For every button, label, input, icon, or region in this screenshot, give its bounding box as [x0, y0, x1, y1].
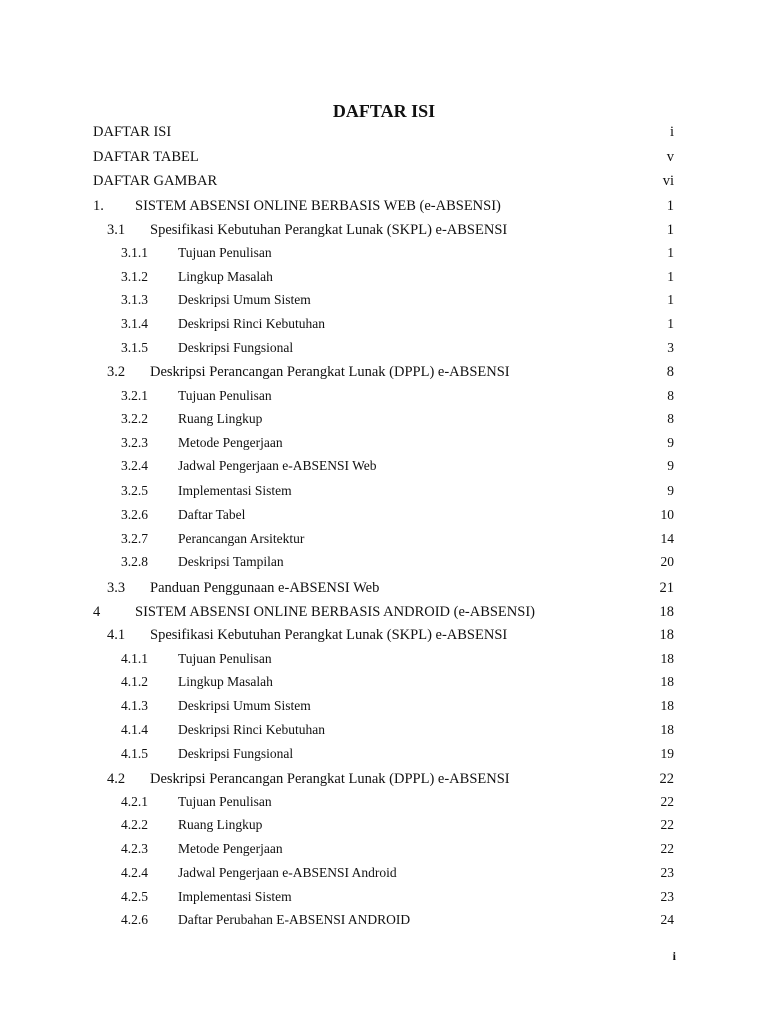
- toc-entry: [0, 649, 768, 669]
- toc-entry-label: Tujuan Penulisan: [178, 794, 272, 809]
- toc-entry-number: 3.1.3: [121, 292, 148, 307]
- toc-entry: [0, 839, 768, 859]
- toc-entry-label: Deskripsi Umum Sistem: [178, 698, 311, 713]
- toc-entry: [0, 243, 768, 263]
- toc-entry-label: Implementasi Sistem: [178, 483, 292, 498]
- toc-entry: [0, 433, 768, 453]
- toc-entry-number: 3.2.4: [121, 458, 148, 473]
- toc-entry-number: 4.1.3: [121, 698, 148, 713]
- toc-entry-label: Spesifikasi Kebutuhan Perangkat Lunak (SKPL) e-ABSENSI: [150, 627, 508, 643]
- toc-entry-label: Spesifikasi Kebutuhan Perangkat Lunak (SKPL) e-ABSENSI: [150, 222, 508, 238]
- toc-entry-label: Jadwal Pengerjaan e-ABSENSI Android: [178, 865, 397, 880]
- toc-entry-page: 1: [667, 292, 674, 307]
- toc-entry-label: SISTEM ABSENSI ONLINE BERBASIS ANDROID (e-ABSENSI): [135, 604, 535, 620]
- toc-entry-number: 4.1.4: [121, 722, 148, 737]
- toc-entry-label: Jadwal Pengerjaan e-ABSENSI Web: [178, 458, 377, 473]
- toc-entry-label: Ruang Lingkup: [178, 411, 263, 426]
- toc-entry-page: 10: [660, 507, 674, 522]
- toc-entry-number: 3.1.4: [121, 316, 148, 331]
- toc-entry-page: 22: [660, 841, 674, 856]
- toc-entry-label: Deskripsi Umum Sistem: [178, 292, 311, 307]
- toc-entry-number: 3.1.2: [121, 269, 148, 284]
- toc-entry-page: 22: [659, 771, 674, 787]
- toc-entry: [0, 602, 768, 622]
- toc-entry-page: i: [669, 124, 674, 140]
- toc-entry-label: Lingkup Masalah: [178, 674, 273, 689]
- toc-entry-number: 4.2.5: [121, 889, 148, 904]
- toc-entry-number: 4.1: [107, 627, 126, 643]
- toc-entry: [0, 815, 768, 835]
- page-title: DAFTAR ISI: [332, 101, 436, 121]
- toc-entry-label: DAFTAR GAMBAR: [93, 173, 218, 189]
- toc-entry: [0, 409, 768, 429]
- toc-entry-label: Deskripsi Perancangan Perangkat Lunak (DPPL) e-ABSENSI: [150, 364, 510, 380]
- toc-entry: [0, 456, 768, 476]
- toc-entry-number: 4.1.2: [121, 674, 148, 689]
- toc-entry-number: 3.2.6: [121, 507, 148, 522]
- toc-entry-label: Deskripsi Tampilan: [178, 554, 284, 569]
- toc-entry-page: 8: [666, 364, 674, 380]
- toc-entry-page: 18: [659, 604, 674, 620]
- toc-entry: [0, 362, 768, 382]
- toc-entry-number: 4.1.5: [121, 746, 148, 761]
- toc-entry-number: 4.2.6: [121, 912, 148, 927]
- toc-entry-page: 1: [667, 245, 674, 260]
- toc-entry-page: 1: [667, 316, 674, 331]
- toc-entry-label: Daftar Tabel: [178, 507, 246, 522]
- toc-entry-number: 3.2.5: [121, 483, 148, 498]
- toc-entry: [0, 314, 768, 334]
- toc-entry-page: 24: [660, 912, 674, 927]
- toc-entry: [0, 720, 768, 740]
- toc-entry: [0, 769, 768, 789]
- toc-entry: [0, 863, 768, 883]
- toc-entry-number: 3.2.7: [121, 531, 148, 546]
- toc-entry-label: Deskripsi Perancangan Perangkat Lunak (DPPL) e-ABSENSI: [150, 771, 510, 787]
- toc-entry: [0, 625, 768, 645]
- toc-entry-number: 3.2.1: [121, 388, 148, 403]
- toc-entry: [0, 552, 768, 572]
- toc-entry: [0, 672, 768, 692]
- toc-entry-label: Ruang Lingkup: [178, 817, 263, 832]
- toc-entry: [0, 910, 768, 930]
- toc-entry-label: Implementasi Sistem: [178, 889, 292, 904]
- toc-entry-page: 8: [667, 411, 674, 426]
- toc-entry-number: 3.2.3: [121, 435, 148, 450]
- toc-entry-page: 3: [667, 340, 674, 355]
- toc-entry: [0, 196, 768, 216]
- toc-entry: [0, 290, 768, 310]
- toc-entry-label: Deskripsi Fungsional: [178, 340, 294, 355]
- toc-entry-label: Lingkup Masalah: [178, 269, 273, 284]
- toc-entry-page: v: [666, 149, 674, 165]
- toc-entry-page: 21: [659, 580, 674, 596]
- toc-entry: [0, 338, 768, 358]
- toc-entry-label: Tujuan Penulisan: [178, 245, 272, 260]
- toc-entry-number: 4.1.1: [121, 651, 148, 666]
- toc-entry: [0, 887, 768, 907]
- toc-entry-label: Tujuan Penulisan: [178, 651, 272, 666]
- toc-entry-number: 3.1.5: [121, 340, 148, 355]
- toc-entry-page: 18: [659, 627, 674, 643]
- toc-entry-label: Panduan Penggunaan e-ABSENSI Web: [150, 580, 380, 596]
- toc-entry-page: 20: [660, 554, 674, 569]
- toc-entry-label: Deskripsi Rinci Kebutuhan: [178, 316, 325, 331]
- toc-entry: [0, 220, 768, 240]
- toc-entry-page: 9: [667, 483, 674, 498]
- toc-entry: [0, 696, 768, 716]
- toc-entry: [0, 122, 768, 142]
- toc-entry-label: SISTEM ABSENSI ONLINE BERBASIS WEB (e-ABSENSI): [135, 198, 501, 214]
- toc-entry-page: 19: [660, 746, 674, 761]
- toc-entry-number: 4.2.2: [121, 817, 148, 832]
- toc-entry-number: 3.3: [107, 580, 126, 596]
- toc-entry: [0, 481, 768, 501]
- toc-entry-page: 18: [660, 722, 674, 737]
- toc-entry-page: 23: [660, 865, 674, 880]
- toc-entry-page: 1: [666, 198, 674, 214]
- toc-entry: [0, 744, 768, 764]
- toc-entry-number: 3.2.8: [121, 554, 148, 569]
- page-number: i: [672, 949, 676, 963]
- toc-entry-page: 1: [667, 269, 674, 284]
- toc-entry-label: Metode Pengerjaan: [178, 435, 283, 450]
- toc-entry-number: 3.1: [107, 222, 126, 238]
- toc-entry-number: 1.: [93, 198, 104, 214]
- toc-entry-number: 4.2.4: [121, 865, 148, 880]
- toc-entry-label: DAFTAR TABEL: [93, 149, 199, 165]
- toc-entry: [0, 578, 768, 598]
- toc-entry: [0, 147, 768, 167]
- toc-entry-page: 9: [667, 435, 674, 450]
- toc-entry-page: 8: [667, 388, 674, 403]
- toc-entry: [0, 529, 768, 549]
- toc-entry-number: 4.2.3: [121, 841, 148, 856]
- toc-entry-label: Tujuan Penulisan: [178, 388, 272, 403]
- toc-entry: [0, 792, 768, 812]
- toc-entry-page: 14: [660, 531, 674, 546]
- toc-entry-page: 9: [667, 458, 674, 473]
- toc-entry: [0, 267, 768, 287]
- toc-entry: [0, 386, 768, 406]
- toc-entry-page: 22: [660, 817, 674, 832]
- toc-entry-page: 22: [660, 794, 674, 809]
- toc-entry-label: Deskripsi Rinci Kebutuhan: [178, 722, 325, 737]
- toc-entry-number: 4: [93, 604, 101, 620]
- toc-entry-label: Perancangan Arsitektur: [178, 531, 305, 546]
- toc-entry: [0, 505, 768, 525]
- toc-entry-page: 18: [660, 674, 674, 689]
- toc-entry-label: DAFTAR ISI: [93, 124, 172, 140]
- toc-entry-label: Metode Pengerjaan: [178, 841, 283, 856]
- toc-entry-number: 3.2: [107, 364, 126, 380]
- toc-entry-number: 3.1.1: [121, 245, 148, 260]
- toc-entry-page: 18: [660, 698, 674, 713]
- toc-entry-page: 1: [666, 222, 674, 238]
- toc-entry-label: Daftar Perubahan E-ABSENSI ANDROID: [178, 912, 411, 927]
- toc-entry: [0, 171, 768, 191]
- toc-entry-page: vi: [662, 173, 674, 189]
- toc-entry-number: 4.2.1: [121, 794, 148, 809]
- toc-entry-number: 4.2: [107, 771, 126, 787]
- toc-entry-number: 3.2.2: [121, 411, 148, 426]
- toc-entry-page: 23: [660, 889, 674, 904]
- toc-entry-page: 18: [660, 651, 674, 666]
- toc-entry-label: Deskripsi Fungsional: [178, 746, 294, 761]
